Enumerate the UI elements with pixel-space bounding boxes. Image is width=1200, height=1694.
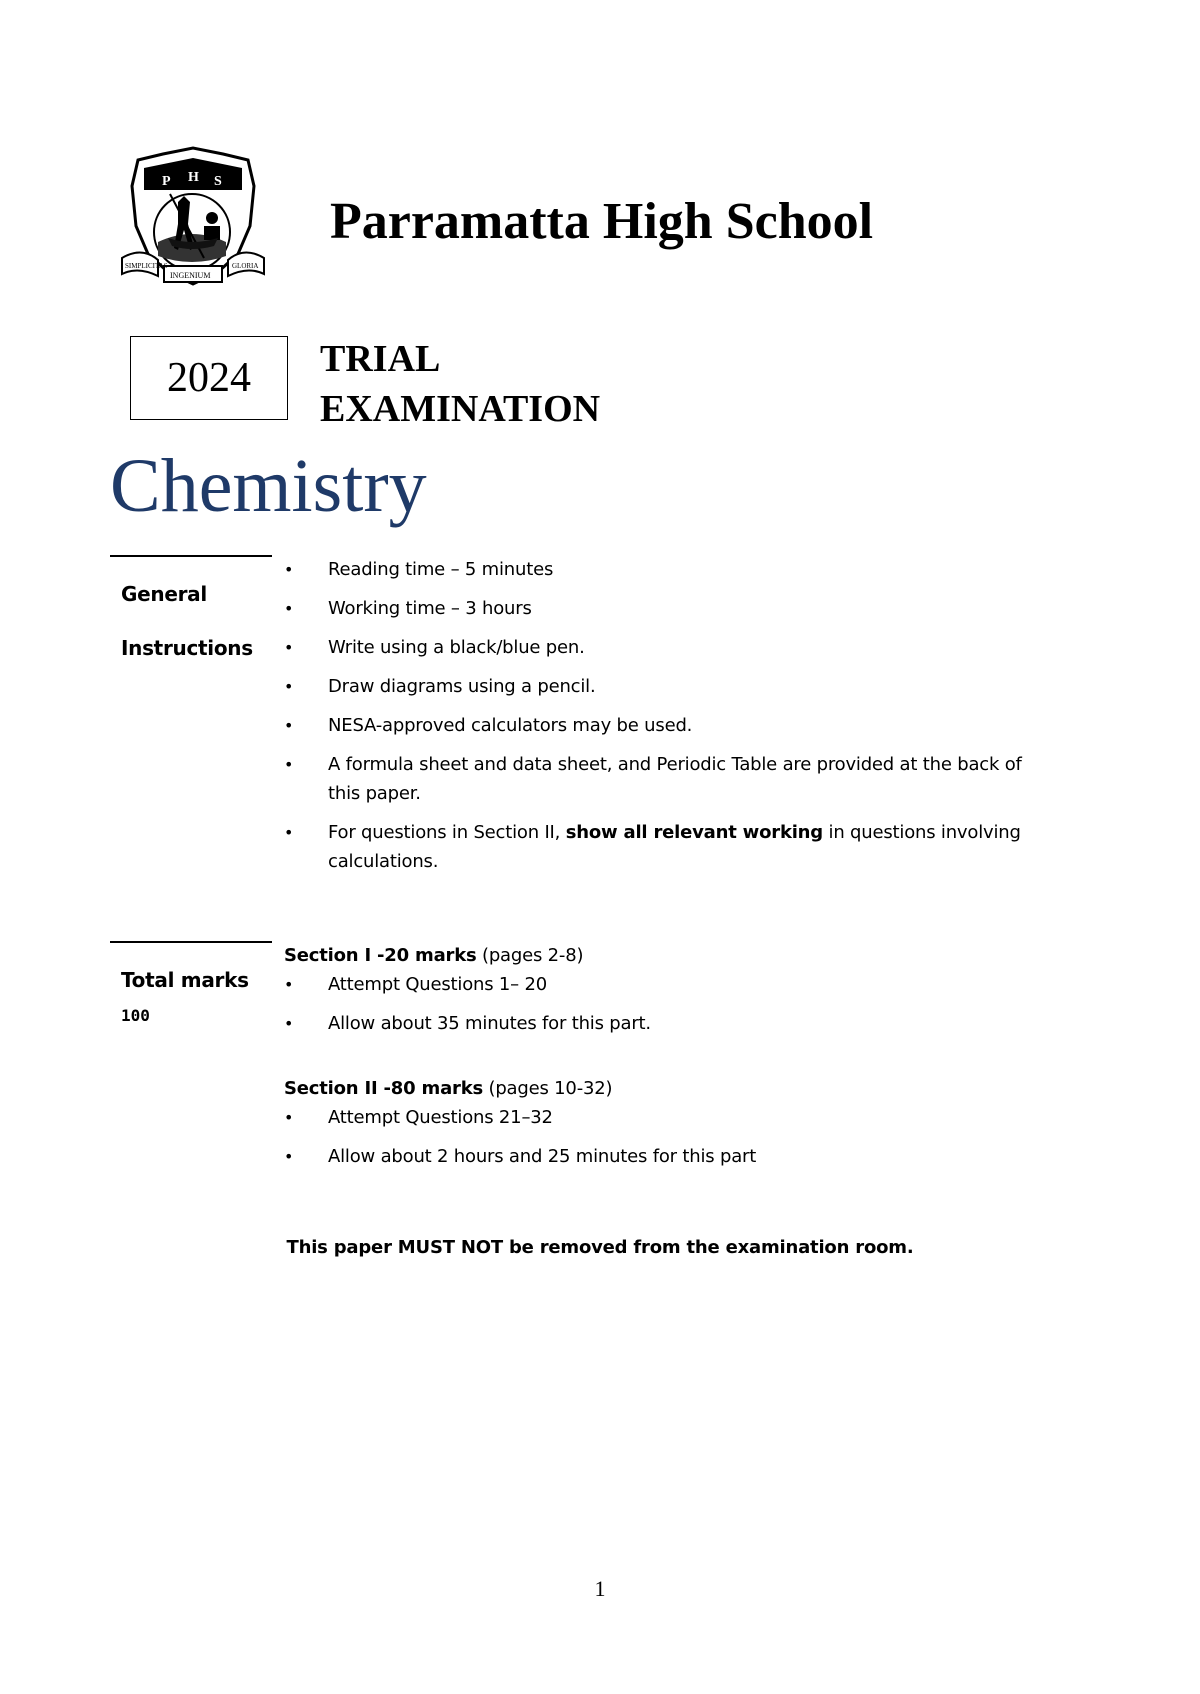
total-marks-label: Total marks: [121, 968, 249, 992]
list-item: • NESA-approved calculators may be used.: [284, 711, 1024, 740]
bullet-icon: •: [284, 975, 294, 994]
school-name: Parramatta High School: [330, 193, 874, 250]
list-item: • Allow about 2 hours and 25 minutes for this part: [284, 1142, 1024, 1171]
exam-title-line1: TRIAL: [320, 338, 441, 380]
exam-room-notice: This paper MUST NOT be removed from the examination room.: [286, 1237, 914, 1258]
list-item: • Allow about 35 minutes for this part.: [284, 1009, 1024, 1038]
section-divider: [110, 941, 272, 943]
general-instructions-list: [284, 555, 1024, 876]
bullet-icon: •: [284, 823, 294, 842]
exam-year-box: [130, 336, 288, 420]
total-marks-value: 100: [121, 1006, 150, 1025]
exam-title: [320, 334, 600, 434]
list-item: • Reading time – 5 minutes: [284, 555, 1024, 584]
crest-initial-p: P: [162, 174, 171, 189]
bullet-icon: •: [284, 599, 294, 618]
list-item: • Write using a black/blue pen.: [284, 633, 1024, 662]
crest-initial-s: S: [214, 174, 222, 189]
emphasis-text: show all relevant working: [565, 822, 823, 843]
list-item: • Draw diagrams using a pencil.: [284, 672, 1024, 701]
crest-motto-center: INGENIUM: [170, 271, 211, 280]
section-2-list: [284, 1103, 1024, 1171]
bullet-icon: •: [284, 1014, 294, 1033]
school-crest-logo: [118, 146, 268, 288]
exam-year: 2024: [167, 355, 251, 401]
list-item: • Attempt Questions 21–32: [284, 1103, 1024, 1132]
crest-initial-h: H: [188, 170, 199, 185]
section-1-heading: Section I -20 marks (pages 2-8): [284, 945, 584, 966]
page-number: 1: [594, 1576, 606, 1601]
list-item: • Attempt Questions 1– 20: [284, 970, 1024, 999]
general-instructions-label-1: General: [121, 582, 207, 606]
general-instructions-label-2: Instructions: [121, 636, 253, 660]
bullet-icon: •: [284, 677, 294, 696]
bullet-icon: •: [284, 1108, 294, 1127]
list-item: • For questions in Section II, show all relevant working in questions involving calculations.: [284, 818, 1024, 876]
section-2-heading: Section II -80 marks (pages 10-32): [284, 1078, 613, 1099]
list-item: • Working time – 3 hours: [284, 594, 1024, 623]
bullet-icon: •: [284, 1147, 294, 1166]
exam-title-line2: EXAMINATION: [320, 388, 601, 430]
bullet-icon: •: [284, 638, 294, 657]
bullet-icon: •: [284, 716, 294, 735]
section-1-list: [284, 970, 1024, 1038]
crest-motto-right: GLORIA: [232, 262, 259, 270]
list-item: • A formula sheet and data sheet, and Periodic Table are provided at the back of this paper.: [284, 750, 1024, 808]
crest-motto-left: SIMPLICITAS: [125, 262, 168, 270]
bullet-icon: •: [284, 560, 294, 579]
subject-title: Chemistry: [110, 444, 427, 528]
section-divider: [110, 555, 272, 557]
bullet-icon: •: [284, 755, 294, 774]
